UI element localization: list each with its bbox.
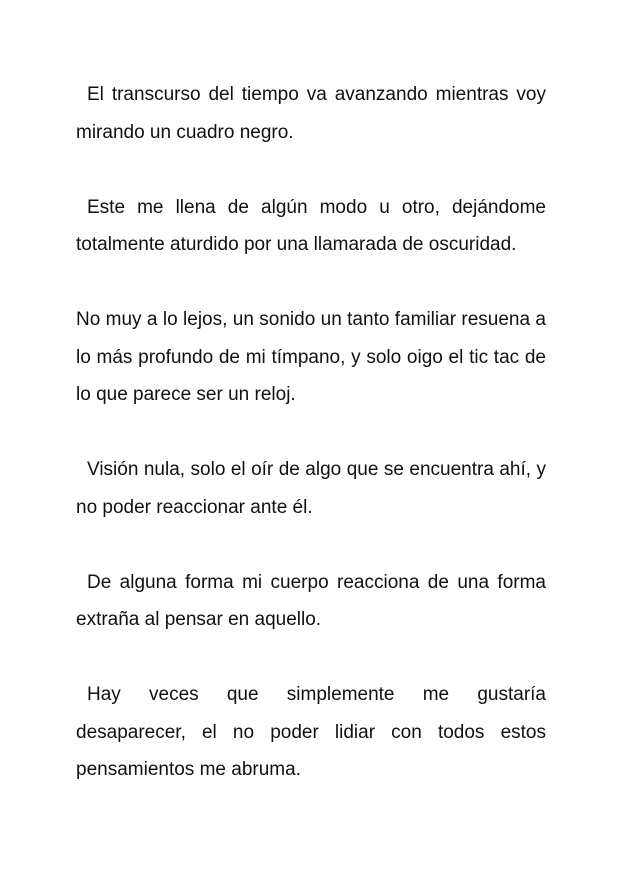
- paragraph-3: No muy a lo lejos, un sonido un tanto familiar resuena a lo más profundo de mi tímpano, y solo oigo el tic tac de lo que parece ser un reloj.: [76, 309, 546, 405]
- paragraph-5: De alguna forma mi cuerpo reacciona de una forma extraña al pensar en aquello.: [76, 571, 546, 630]
- paragraph-6: Hay veces que simplemente me gustaría desaparecer, el no poder lidiar con todos estos pensamientos me abruma.: [76, 684, 546, 780]
- paragraph-4: Visión nula, solo el oír de algo que se encuentra ahí, y no poder reaccionar ante él.: [76, 459, 546, 518]
- document-page: [76, 76, 546, 826]
- paragraph-1: El transcurso del tiempo va avanzando mientras voy mirando un cuadro negro.: [76, 84, 546, 143]
- paragraph-2: Este me llena de algún modo u otro, dejándome totalmente aturdido por una llamarada de oscuridad.: [76, 196, 546, 255]
